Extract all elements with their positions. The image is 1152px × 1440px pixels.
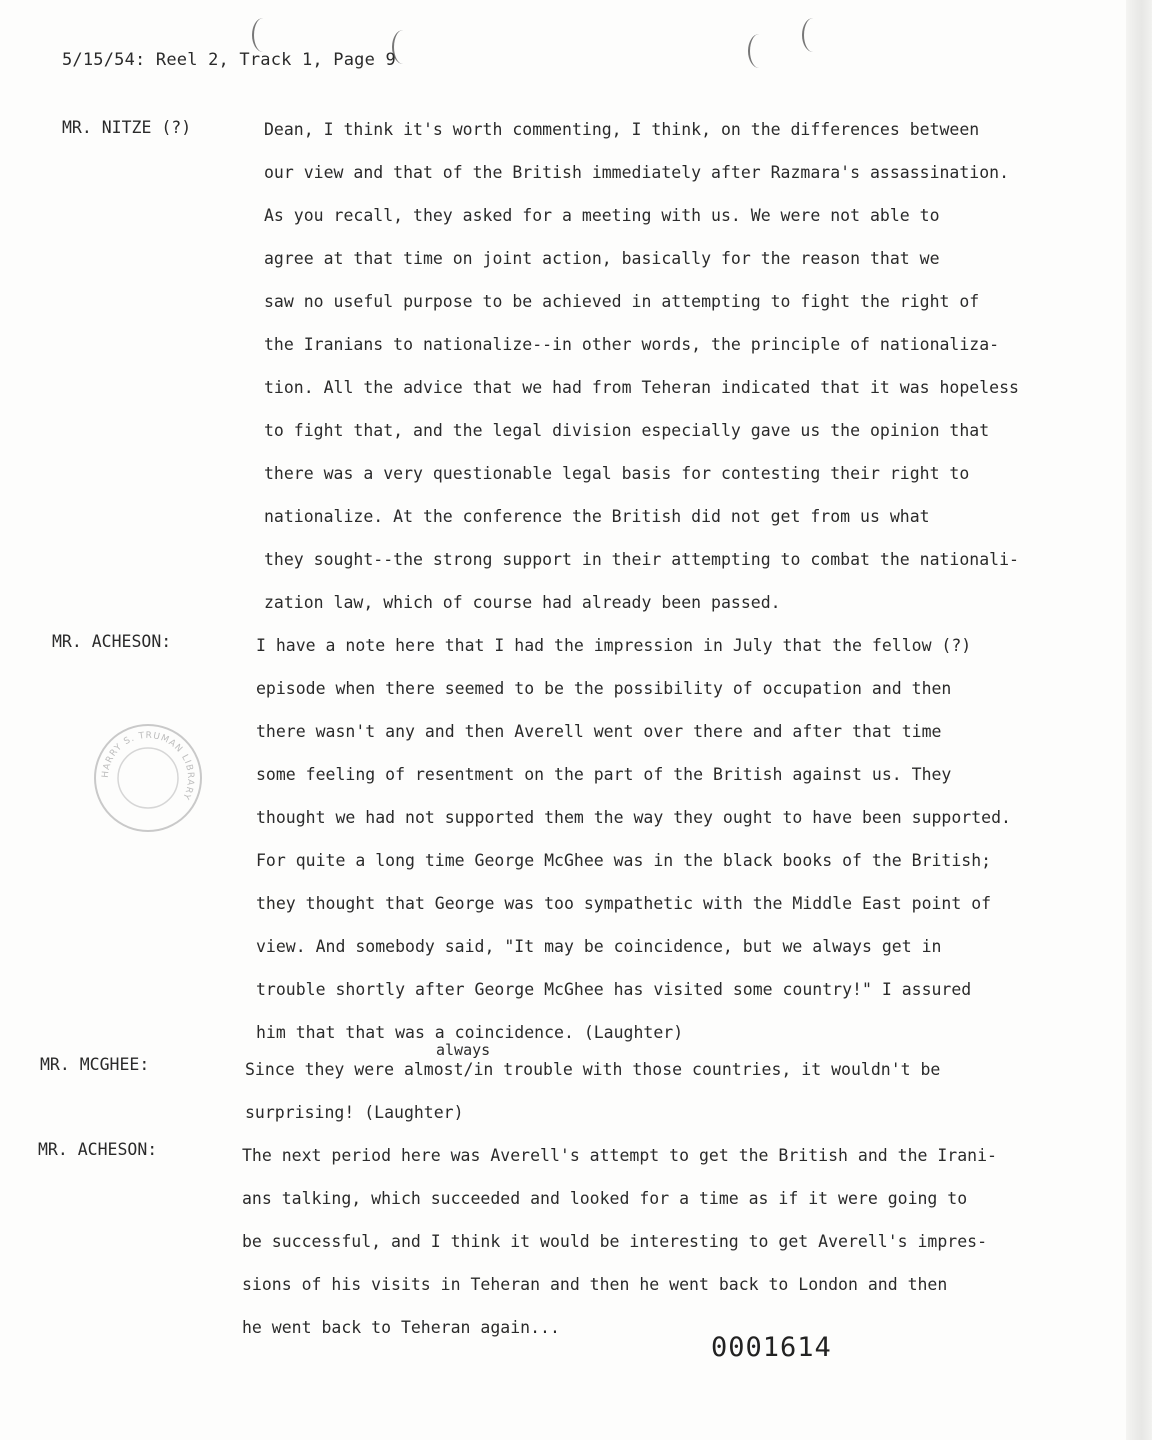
page-edge [1126, 0, 1152, 1440]
punch-mark [748, 34, 770, 68]
svg-text:HARRY S. TRUMAN LIBRARY [101, 731, 195, 802]
text-line: zation law, which of course had already been passed. [264, 593, 781, 612]
text-line: be successful, and I think it would be interesting to get Averell's impres- [242, 1232, 988, 1251]
text-line: tion. All the advice that we had from Teheran indicated that it was hopeless [264, 378, 1019, 397]
text-line: some feeling of resentment on the part of the British against us. They [256, 765, 952, 784]
handwritten-insert: always [436, 1041, 491, 1059]
speech-paragraph [264, 108, 1019, 624]
text-line: he went back to Teheran again... [242, 1318, 560, 1337]
text-line: saw no useful purpose to be achieved in attempting to fight the right of [264, 292, 980, 311]
text-line: I have a note here that I had the impression in July that the fellow (?) [256, 636, 972, 655]
text-line: him that that was a coincidence. (Laughter) [256, 1023, 684, 1042]
punch-mark [252, 18, 274, 52]
text-line: they sought--the strong support in their attempting to combat the nationali- [264, 550, 1019, 569]
text-line: As you recall, they asked for a meeting with us. We were not able to [264, 206, 940, 225]
text-line: The next period here was Averell's attempt to get the British and the Irani- [242, 1146, 997, 1165]
text-line: episode when there seemed to be the possibility of occupation and then [256, 679, 952, 698]
text-line: sions of his visits in Teheran and then he went back to London and then [242, 1275, 948, 1294]
text-line: trouble shortly after George McGhee has visited some country!" I assured [256, 980, 972, 999]
text-line: there was a very questionable legal basis for contesting their right to [264, 464, 970, 483]
archive-stamp-number: 0001614 [711, 1332, 832, 1363]
text-line: they thought that George was too sympathetic with the Middle East point of [256, 894, 992, 913]
text-line: the Iranians to nationalize--in other words, the principle of nationaliza- [264, 335, 1000, 354]
speaker-label: MR. ACHESON: [38, 1140, 158, 1159]
text-line: ans talking, which succeeded and looked for a time as if it were going to [242, 1189, 968, 1208]
text-line: thought we had not supported them the way they ought to have been supported. [256, 808, 1011, 827]
text-line: there wasn't any and then Averell went over there and after that time [256, 722, 942, 741]
text-line: agree at that time on joint action, basically for the reason that we [264, 249, 940, 268]
text-line: Dean, I think it's worth commenting, I think, on the differences between [264, 120, 980, 139]
punch-mark [802, 18, 824, 52]
library-seal-stamp [92, 722, 204, 834]
text-line: our view and that of the British immediately after Razmara's assassination. [264, 163, 1010, 182]
text-line: Since they were almost/in trouble with those countries, it wouldn't be [245, 1060, 941, 1079]
page-header: 5/15/54: Reel 2, Track 1, Page 9 [62, 50, 396, 70]
text-line: to fight that, and the legal division especially gave us the opinion that [264, 421, 990, 440]
text-line: For quite a long time George McGhee was in the black books of the British; [256, 851, 992, 870]
speaker-label: MR. NITZE (?) [62, 118, 192, 137]
text-line: view. And somebody said, "It may be coincidence, but we always get in [256, 937, 942, 956]
speech-paragraph [256, 624, 1011, 1054]
speaker-label: MR. ACHESON: [52, 632, 172, 651]
text-line: nationalize. At the conference the British did not get from us what [264, 507, 930, 526]
seal-text: HARRY S. TRUMAN LIBRARY [100, 730, 196, 802]
speaker-label: MR. MCGHEE: [40, 1055, 150, 1074]
speech-paragraph [242, 1134, 997, 1349]
text-line: surprising! (Laughter) [245, 1103, 464, 1122]
speech-paragraph [245, 1048, 940, 1134]
